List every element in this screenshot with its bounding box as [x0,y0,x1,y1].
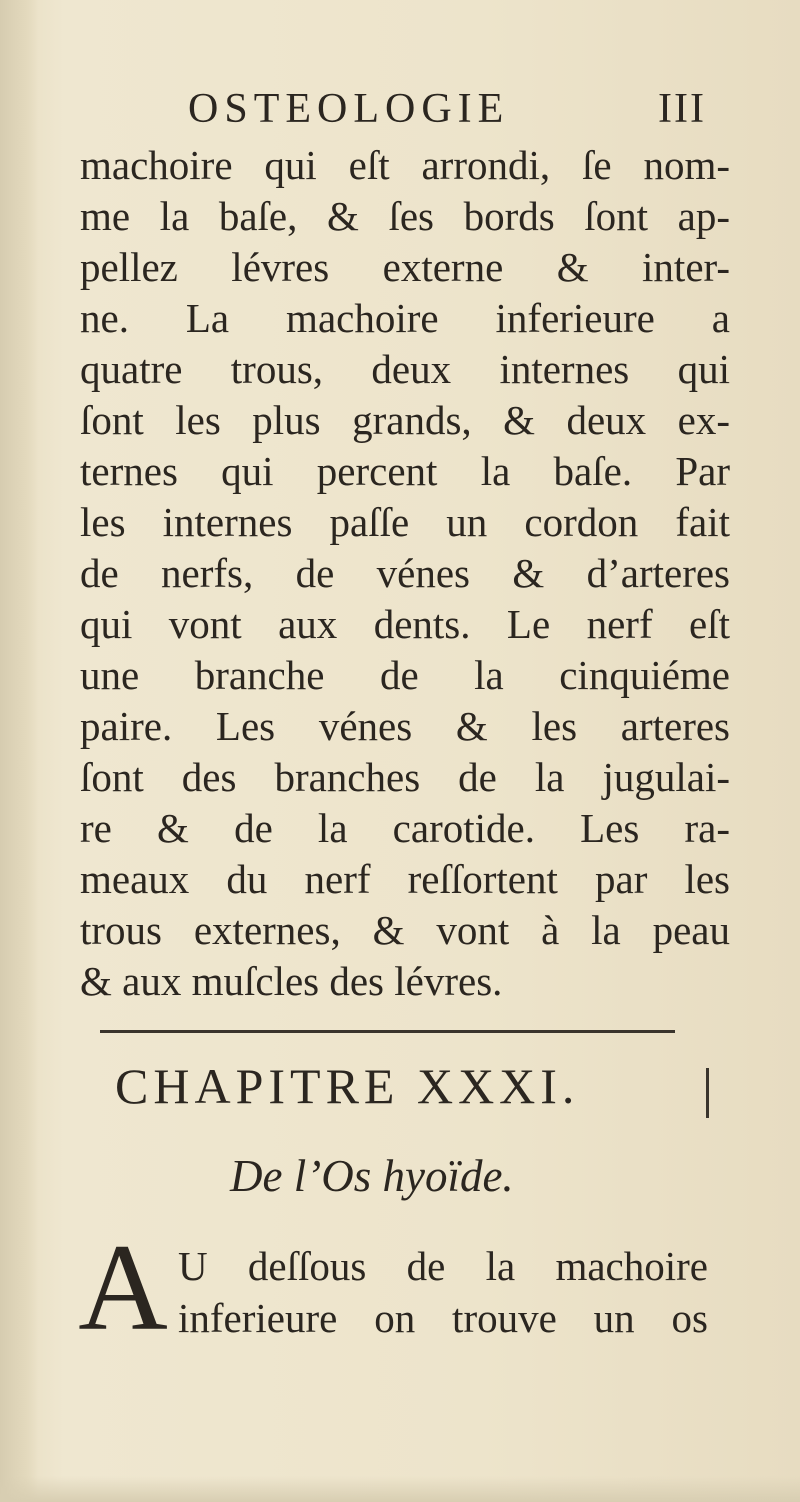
body-text [80,140,730,1007]
chapter-heading: CHAPITRE XXXI. [115,1058,580,1114]
margin-mark [706,1068,709,1118]
text-line: qui vont aux dents. Le nerf eſt [80,601,730,647]
text-line: ternes qui percent la baſe. Par [80,448,730,494]
text-line: une branche de la cinquiéme [80,652,730,698]
text-line: & aux muſcles des lévres. [80,958,503,1004]
page-bottom-shadow [0,1476,800,1502]
text-line: les internes paſſe un cordon fait [80,499,730,545]
section-divider-rule [100,1030,675,1033]
text-line: machoire qui eſt arrondi, ſe nom- [80,142,730,188]
text-line: quatre trous, deux internes qui [80,346,730,392]
text-line: re & de la carotide. Les ra- [80,805,730,851]
opening-paragraph [178,1240,708,1344]
running-head [188,82,748,136]
chapter-subtitle: De l’Os hyoïde. [230,1151,514,1201]
text-line: trous externes, & vont à la peau [80,907,730,953]
text-line: U deſſous de la machoire [178,1243,708,1289]
text-line: de nerfs, de vénes & d’arteres [80,550,730,596]
drop-cap: A [78,1219,168,1356]
text-line: paire. Les vénes & les arteres [80,703,730,749]
page-number: III [658,86,706,132]
text-line: ne. La machoire inferieure a [80,295,730,341]
text-line: inferieure on trouve un os [178,1295,708,1341]
text-line: pellez lévres externe & inter- [80,244,730,290]
text-line: ſont des branches de la jugulai- [80,754,730,800]
text-line: me la baſe, & ſes bords ſont ap- [80,193,730,239]
running-head-title: OSTEOLOGIE [188,86,510,132]
page-gutter-shadow [0,0,38,1502]
text-line: meaux du nerf reſſortent par les [80,856,730,902]
text-line: ſont les plus grands, & deux ex- [80,397,730,443]
